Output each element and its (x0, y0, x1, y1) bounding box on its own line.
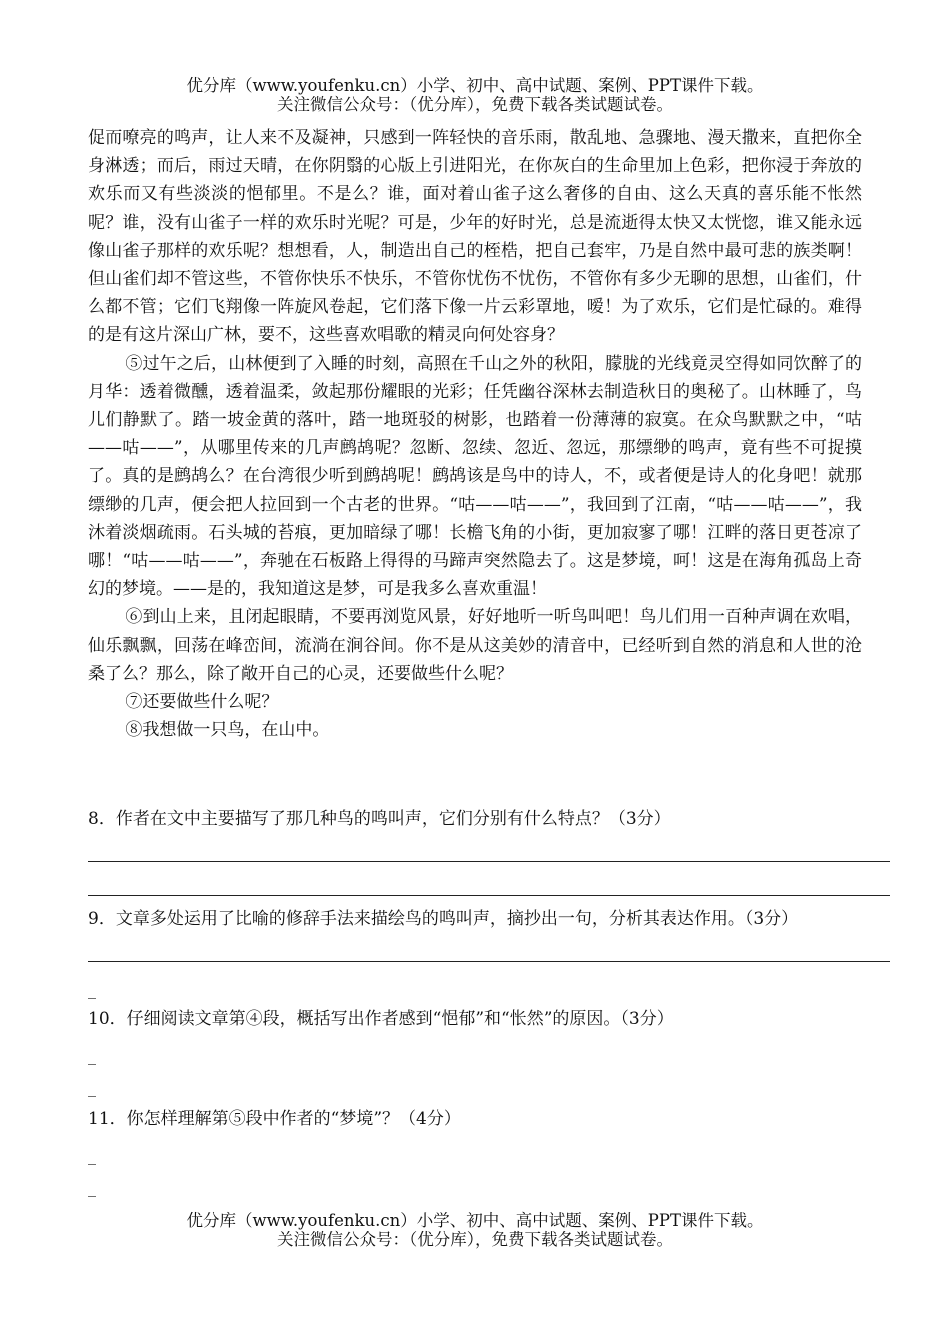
paragraph-5: ⑤过午之后，山林便到了入睡的时刻，高照在千山之外的秋阳，朦胧的光线竟灵空得如同饮醉了的月华：透着微醺，透着温柔，敛起那份耀眼的光彩；任凭幽谷深林去制造秋日的奥秘了。山林睡了，鸟儿们静默了。踏一坡金黄的落叶，踏一地斑驳的树影，也踏着一份薄薄的寂寞。在众鸟默默之中，“咕——咕——”，从哪里传来的几声鹧鸪呢？忽断、忽续、忽近、忽远，那缥缈的鸣声，竟有些不可捉摸了。真的是鹧鸪么？在台湾很少听到鹧鸪呢！鹧鸪该是鸟中的诗人，不，或者便是诗人的化身吧！就那缥缈的几声，便会把人拉回到一个古老的世界。“咕——咕——”，我回到了江南，“咕——咕——”，我沐着淡烟疏雨。石头城的苔痕，更加暗绿了哪！长檐飞角的小街，更加寂寥了哪！江畔的落日更苍凉了哪！“咕——咕——”，奔驰在石板路上得得的马蹄声突然隐去了。这是梦境，呵！这是在海角孤岛上奇幻的梦境。——是的，我知道这是梦，可是我多么喜欢重温！ (88, 353, 862, 600)
footer-line-1: 优分库（www.youfenku.cn）小学、初中、高中试题、案例、PPT课件下载。 (186, 1211, 764, 1230)
answer-line-8b[interactable] (88, 895, 890, 896)
paragraph-7: ⑦还要做些什么呢？ (125, 692, 279, 713)
paragraph-4-continued: 促而嘹亮的鸣声，让人来不及凝神，只感到一阵轻快的音乐雨，散乱地、急骤地、漫天撒来，直把你全身淋透；而后，雨过天晴，在你阴翳的心版上引进阳光，在你灰白的生命里加上色彩，把你浸于奔放的欢乐而又有些淡淡的悒郁里。不是么？谁，面对着山雀子这么奢侈的自由、这么天真的喜乐能不怅然呢？谁，没有山雀子一样的欢乐时光呢？可是，少年的好时光，总是流逝得太快又太恍惚，谁又能永远像山雀子那样的欢乐呢？想想看，人，制造出自己的桎梏，把自己套牢，乃是自然中最可悲的族类啊！但山雀们却不管这些，不管你快乐不快乐，不管你忧伤不忧伤，不管你有多少无聊的思想，山雀们，什么都不管；它们飞翔像一阵旋风卷起，它们落下像一片云彩罩地，嗳！为了欢乐，它们是忙碌的。难得的是有这片深山广林，要不，这些喜欢唱歌的精灵向何处容身？ (88, 128, 862, 346)
page-footer (0, 1211, 950, 1249)
answer-line-8a[interactable] (88, 861, 890, 862)
question-10: 10．仔细阅读文章第④段，概括写出作者感到“悒郁”和“怅然”的原因。（3分） (88, 1009, 674, 1029)
answer-mark-10b[interactable]: _ (88, 1078, 96, 1097)
answer-mark-11a[interactable]: _ (88, 1146, 96, 1165)
question-9: 9．文章多处运用了比喻的修辞手法来描绘鸟的鸣叫声，摘抄出一句，分析其表达作用。（3分） (88, 909, 799, 929)
footer-line-2: 关注微信公众号：（优分库），免费下载各类试题试卷。 (277, 1230, 673, 1249)
answer-mark-10a[interactable]: _ (88, 1046, 96, 1065)
header-line-2: 关注微信公众号：（优分库），免费下载各类试题试卷。 (277, 95, 673, 114)
passage-body (88, 124, 862, 744)
question-11: 11．你怎样理解第⑤段中作者的“梦境”？（4分） (88, 1109, 461, 1129)
answer-mark-9[interactable]: _ (88, 980, 96, 999)
header-line-1: 优分库（www.youfenku.cn）小学、初中、高中试题、案例、PPT课件下载。 (186, 76, 764, 95)
question-8: 8．作者在文中主要描写了那几种鸟的鸣叫声，它们分别有什么特点？（3分） (88, 809, 671, 829)
paragraph-6: ⑥到山上来，且闭起眼睛，不要再浏览风景，好好地听一听鸟叫吧！鸟儿们用一百种声调在欢唱，仙乐飘飘，回荡在峰峦间，流淌在涧谷间。你不是从这美妙的清音中，已经听到自然的消息和人世的沧桑了么？那么，除了敞开自己的心灵，还要做些什么呢？ (88, 607, 862, 684)
page-header (0, 76, 950, 114)
paragraph-8: ⑧我想做一只鸟，在山中。 (125, 720, 330, 741)
answer-mark-11b[interactable]: _ (88, 1178, 96, 1197)
answer-line-9[interactable] (88, 961, 890, 962)
